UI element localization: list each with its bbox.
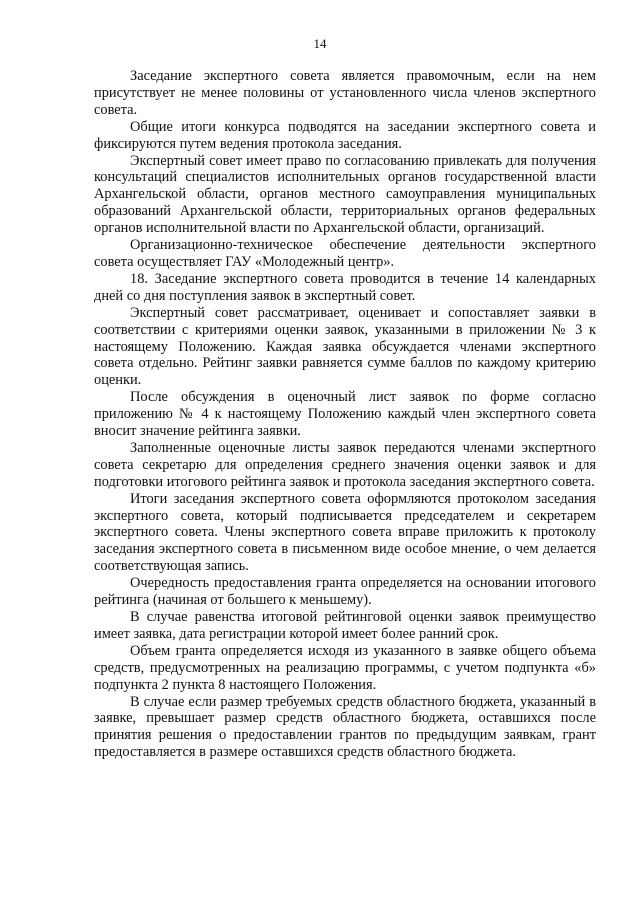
paragraph-grant-volume: Объем гранта определяется исходя из указанного в заявке общего объема средств, предусмотренных на реализацию программы, с учетом подпункта «б» подпункта 2 пункта 8 настоящего Положения. — [94, 642, 596, 693]
page-number: 14 — [313, 36, 327, 51]
paragraph-organization: Организационно-техническое обеспечение деятельности экспертного совета осуществляет ГАУ «Молодежный центр». — [94, 237, 596, 270]
paragraph-item-18: 18. Заседание экспертного совета проводится в течение 14 календарных дней со дня поступления заявок в экспертный совет. — [94, 270, 596, 304]
paragraph-quorum: Заседание экспертного совета является правомочным, если на нем присутствует не менее половины от установленного числа членов экспертного совета. — [94, 68, 596, 118]
paragraph-remaining-funds: В случае если размер требуемых средств областного бюджета, указанный в заявке, превышает размер средств областного бюджета, оставшихся после принятия решения о предоставлении грантов по предыдущим заявкам, грант предоставляется в размере оставшихся средств областного бюджета. — [94, 693, 596, 761]
document-body — [94, 68, 596, 761]
paragraph-score-sheets: Заполненные оценочные листы заявок передаются членами экспертного совета секретарю для определения среднего значения оценки заявок и для подготовки итогового рейтинга заявок и протокола заседания экспертного совета. — [94, 439, 596, 490]
paragraph-rating-entry: После обсуждения в оценочный лист заявок по форме согласно приложению № 4 к настоящему Положению каждый член экспертного совета вносит значение рейтинга заявки. — [94, 389, 596, 440]
paragraph-protocol: Итоги заседания экспертного совета оформляются протоколом заседания экспертного совета, который подписывается председателем и секретарем экспертного совета. Члены экспертного совета вправе приложить к протоколу заседания экспертного совета в письменном виде особое мнение, о чем делается соответствующая запись. — [94, 490, 596, 575]
paragraph-consultations: Экспертный совет имеет право по согласованию привлекать для получения консультаций специалистов исполнительных органов государственной власти Архангельской области, органов местного самоуправления муниципальных образований Архангельской области, территориальных органов федеральных органов исполнительной власти по Архангельской области, организаций. — [94, 152, 596, 237]
paragraph-tie-break: В случае равенства итоговой рейтинговой оценки заявок преимущество имеет заявка, дата регистрации которой имеет более ранний срок. — [94, 609, 596, 642]
paragraph-priority: Очередность предоставления гранта определяется на основании итогового рейтинга (начиная от большего к меньшему). — [94, 575, 596, 609]
paragraph-results: Общие итоги конкурса подводятся на заседании экспертного совета и фиксируются путем ведения протокола заседания. — [94, 118, 596, 152]
paragraph-evaluation: Экспертный совет рассматривает, оценивает и сопоставляет заявки в соответствии с критериями оценки заявок, указанными в приложении № 3 к настоящему Положению. Каждая заявка обсуждается членами экспертного совета отдельно. Рейтинг заявки равняется сумме баллов по каждому критерию оценки. — [94, 304, 596, 389]
